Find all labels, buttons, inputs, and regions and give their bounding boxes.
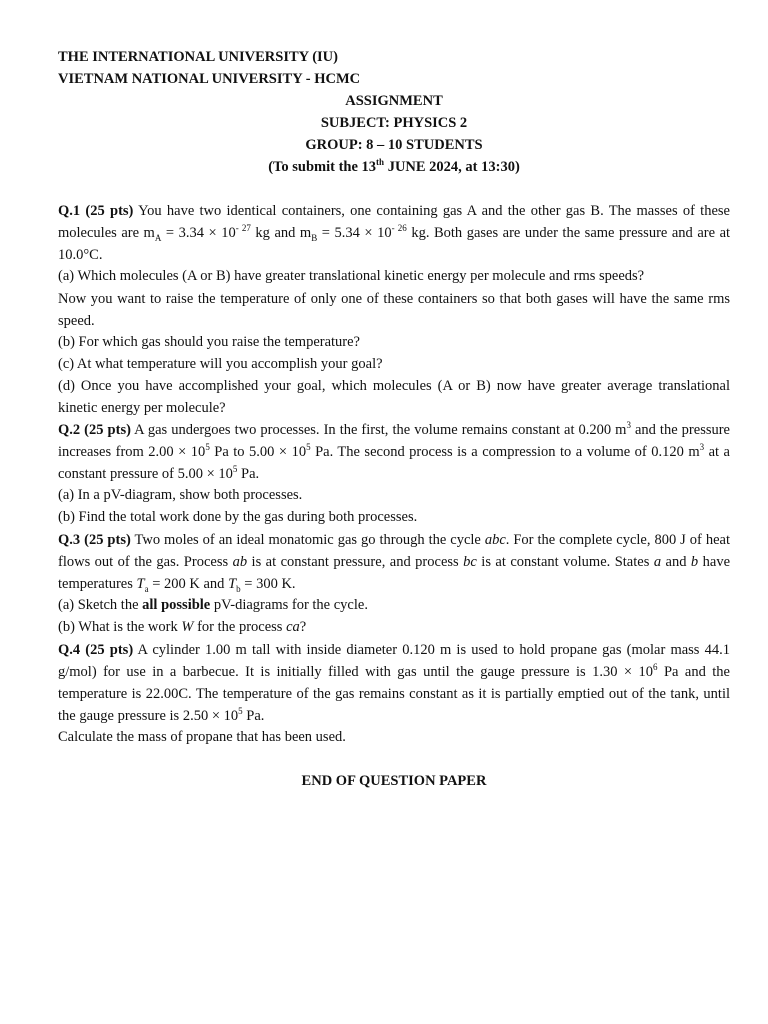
question-1-context: Now you want to raise the temperature of only one of these containers so that both gases will have the same rms speed.	[58, 290, 730, 329]
question-1-label: Q.1 (25 pts)	[58, 203, 134, 219]
question-1-stem: Q.1 (25 pts) You have two identical containers, one containing gas A and the other gas B. The masses of these molecules are $m_A = 3.34 \times 10^{- 27}$ kg and $m_B = 5.34 \times 10^{- 26}$ kg. Both gases are under the same pressure and are at 10.0°C.	[58, 203, 731, 263]
group-line: GROUP: 8 – 10 STUDENTS	[305, 137, 483, 153]
end-of-paper: END OF QUESTION PAPER	[301, 773, 487, 790]
university-name: THE INTERNATIONAL UNIVERSITY (IU)	[58, 49, 338, 65]
question-4-stem: Q.4 (25 pts) A cylinder 1.00 m tall with inside diameter 0.120 m is used to hold propane gas (molar mass 44.1 g/mol) for use in a barbecue. It is initially filled with gas until the gauge pressure is $1.30 \times 10^6$ Pa and the temperature is 22.00C. The temperature of the gas remains constant as it is partially emptied out of the tank, until the gauge pressure is $2.50 \times 10^5$ Pa.	[58, 641, 730, 724]
question-3-label: Q.3 (25 pts)	[58, 531, 131, 548]
national-university-name: VIETNAM NATIONAL UNIVERSITY - HCMC	[58, 71, 361, 87]
question-2-stem: Q.2 (25 pts) A gas undergoes two processes. In the first, the volume remains constant at 0.200 $m^3$ and the pressure increases from $2.00 \times 10^5$ Pa to $5.00 \times 10^5$ Pa. The second process is a compression to a volume of 0.120 $m^3$ at a constant pressure of $5.00 \times 10^5$ Pa.	[58, 420, 730, 483]
subject-line: SUBJECT: PHYSICS 2	[320, 115, 468, 131]
question-1-part-c: (c) At what temperature will you accomplish your goal?	[58, 355, 383, 372]
question-3-part-a: (a) Sketch the all possible pV-diagrams for the cycle.	[58, 596, 368, 613]
question-2-label: Q.2 (25 pts)	[58, 422, 131, 439]
question-1-part-b: (b) For which gas should you raise the temperature?	[58, 333, 360, 350]
question-2-part-b: (b) Find the total work done by the gas during both processes.	[58, 509, 418, 526]
question-2-part-a: (a) In a pV-diagram, show both processes.	[58, 487, 303, 504]
assignment-title: ASSIGNMENT	[345, 93, 443, 109]
assignment-page	[58, 46, 730, 792]
submission-deadline: (To submit the 13th JUNE 2024, at 13:30)	[268, 157, 520, 175]
question-1-part-a: (a) Which molecules (A or B) have greater translational kinetic energy per molecule and rms speeds?	[58, 268, 645, 284]
question-4-task: Calculate the mass of propane that has been used.	[58, 728, 346, 745]
question-3-part-b: (b) What is the work W for the process ca?	[58, 618, 307, 635]
question-1-part-d: (d) Once you have accomplished your goal, which molecules (A or B) now have greater average translational kinetic energy per molecule?	[58, 378, 730, 417]
question-4-label: Q.4 (25 pts)	[58, 641, 134, 658]
question-3-stem: Q.3 (25 pts) Two moles of an ideal monatomic gas go through the cycle abc. For the complete cycle, 800 J of heat flows out of the gas. Process ab is at constant pressure, and process bc is at constant volume. States a and b have temperatures $T_a = 200$ K and $T_b = 300$ K.	[58, 531, 731, 594]
